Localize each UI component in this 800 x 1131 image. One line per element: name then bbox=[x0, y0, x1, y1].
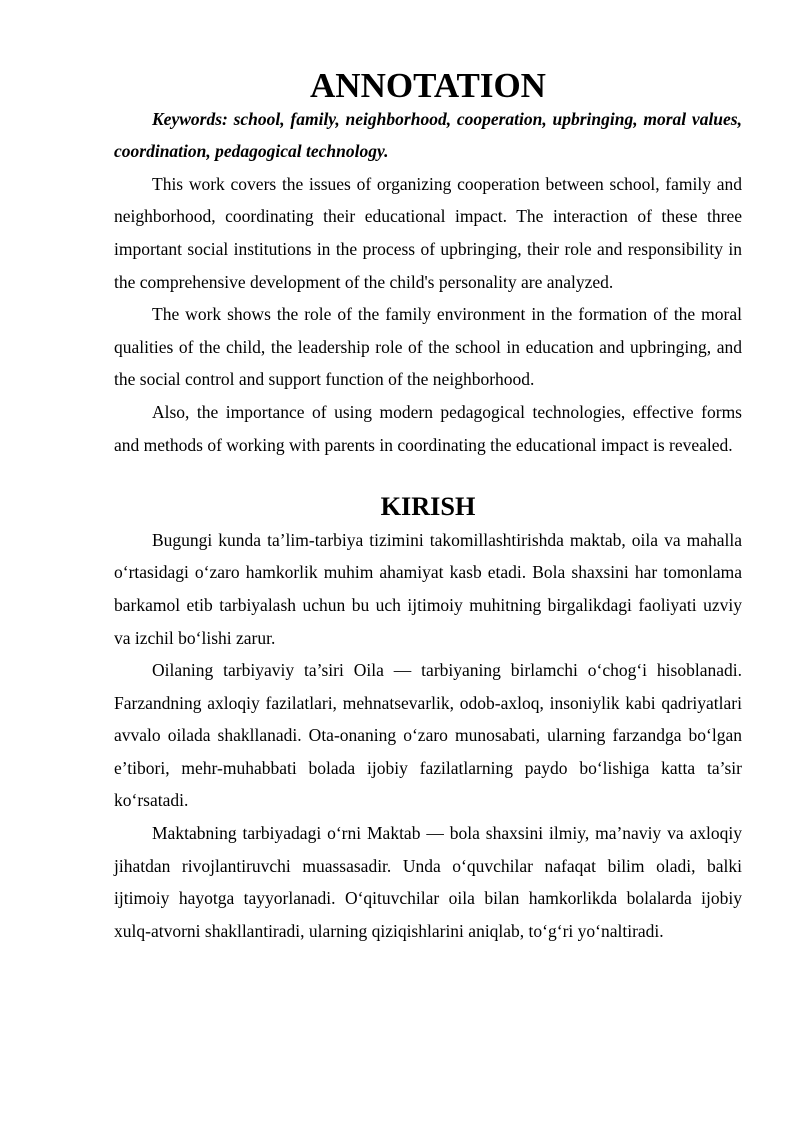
kirish-paragraph-1: Bugungi kunda ta’lim-tarbiya tizimini takomillashtirishda maktab, oila va mahalla o‘rtasidagi o‘zaro hamkorlik muhim ahamiyat kasb etadi. Bola shaxsini har tomonlama barkamol etib tarbiyalash uchun bu uch ijtimoiy muhitning birgalikdagi faoliyati uzviy va izchil bo‘lishi zarur. bbox=[114, 529, 742, 648]
keywords-paragraph: Keywords: school, family, neighborhood, cooperation, upbringing, moral values, coordination, pedagogical technology. bbox=[114, 108, 742, 162]
annotation-heading: ANNOTATION bbox=[310, 66, 546, 105]
annotation-paragraph-3: Also, the importance of using modern pedagogical technologies, effective forms and methods of working with parents in coordinating the educational impact is revealed. bbox=[114, 401, 742, 455]
kirish-paragraph-2: Oilaning tarbiyaviy ta’siri Oila — tarbiyaning birlamchi o‘chog‘i hisoblanadi. Farzandning axloqiy fazilatlari, mehnatsevarlik, odob-axloq, insoniylik kabi qadriyatlari avvalo oilada shakllanadi. Ota-onaning o‘zaro munosabati, ularning farzandga bo‘lgan e’tibori, mehr-muhabbati bolada ijobiy fazilatlarning paydo bo‘lishiga katta ta’sir ko‘rsatadi. bbox=[114, 660, 742, 811]
kirish-paragraph-3: Maktabning tarbiyadagi o‘rni Maktab — bola shaxsini ilmiy, ma’naviy va axloqiy jihatdan rivojlantiruvchi muassasadir. Unda o‘quvchilar nafaqat bilim oladi, balki ijtimoiy hayotga tayyorlanadi. O‘qituvchilar oila bilan hamkorlikda bolalarda ijobiy xulq-atvorni shakllantiradi, ularning qiziqishlarini aniqlab, to‘g‘ri yo‘naltiradi. bbox=[114, 823, 742, 941]
annotation-paragraph-1: This work covers the issues of organizing cooperation between school, family and neighborhood, coordinating their educational impact. The interaction of these three important social institutions in the process of upbringing, their role and responsibility in the comprehensive development of the child's personality are analyzed. bbox=[114, 173, 742, 292]
document-page bbox=[114, 66, 742, 947]
annotation-paragraph-2: The work shows the role of the family environment in the formation of the moral qualities of the child, the leadership role of the school in education and upbringing, and the social control and support function of the neighborhood. bbox=[114, 304, 742, 390]
kirish-heading: KIRISH bbox=[380, 492, 476, 522]
section-gap bbox=[114, 461, 742, 491]
